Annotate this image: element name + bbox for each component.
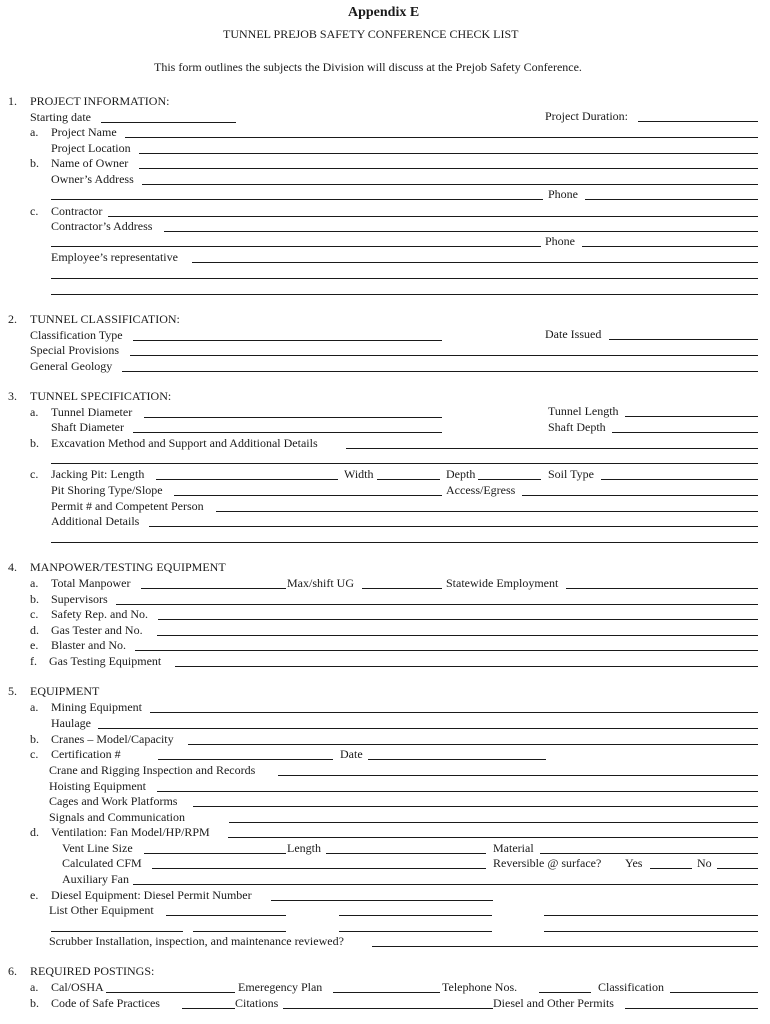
employee-rep-line-2[interactable] [51, 278, 758, 279]
vent-line-label: Vent Line Size [62, 841, 133, 855]
material-label: Material [493, 841, 534, 855]
section-6-number: 6. [8, 964, 17, 978]
cert-date-label: Date [340, 747, 363, 761]
other-equipment-field-5[interactable] [193, 931, 286, 932]
telephone-label: Telephone Nos. [442, 980, 518, 994]
signals-field[interactable] [229, 822, 758, 823]
item-5b: b. [30, 732, 39, 746]
diesel-permits-label: Diesel and Other Permits [493, 996, 614, 1010]
vent-line-field[interactable] [144, 853, 286, 854]
section-1-heading: PROJECT INFORMATION: [30, 94, 170, 108]
gas-testing-field[interactable] [175, 666, 758, 667]
other-equipment-field-3[interactable] [544, 915, 758, 916]
section-6-heading: REQUIRED POSTINGS: [30, 964, 155, 978]
yes-field[interactable] [650, 868, 692, 869]
code-safe-label: Code of Safe Practices [51, 996, 160, 1010]
section-4-number: 4. [8, 560, 17, 574]
item-4f: f. [30, 654, 37, 668]
soil-type-label: Soil Type [548, 467, 594, 481]
general-geology-label: General Geology [30, 359, 113, 373]
total-manpower-label: Total Manpower [51, 576, 131, 590]
project-location-field[interactable] [139, 153, 758, 154]
gas-tester-field[interactable] [157, 635, 758, 636]
item-6a: a. [30, 980, 39, 994]
emergency-plan-field[interactable] [333, 992, 440, 993]
pit-shoring-label: Pit Shoring Type/Slope [51, 483, 163, 497]
cal-osha-field[interactable] [106, 992, 235, 993]
jacking-pit-length-field[interactable] [156, 479, 338, 480]
vent-length-field[interactable] [326, 853, 486, 854]
project-name-field[interactable] [125, 137, 758, 138]
tunnel-diameter-field[interactable] [144, 417, 442, 418]
telephone-field[interactable] [539, 992, 591, 993]
signals-label: Signals and Communication [49, 810, 185, 824]
haulage-label: Haulage [51, 716, 91, 730]
item-4a: a. [30, 576, 39, 590]
item-5c: c. [30, 747, 39, 761]
blaster-label: Blaster and No. [51, 638, 126, 652]
starting-date-field[interactable] [101, 122, 236, 123]
contractor-field[interactable] [108, 216, 758, 217]
excavation-label: Excavation Method and Support and Additional Details [51, 436, 318, 450]
yes-label: Yes [625, 856, 643, 870]
item-1a: a. [30, 125, 39, 139]
other-equipment-field-4[interactable] [51, 931, 183, 932]
gas-testing-label: Gas Testing Equipment [49, 654, 162, 668]
employee-rep-line-3[interactable] [51, 294, 758, 295]
item-4d: d. [30, 623, 39, 637]
contractors-address-line-2[interactable] [51, 246, 541, 247]
mining-equipment-label: Mining Equipment [51, 700, 142, 714]
other-equipment-field-2[interactable] [339, 915, 492, 916]
reversible-label: Reversible @ surface? [493, 856, 602, 870]
soil-type-field[interactable] [601, 479, 758, 480]
item-1c: c. [30, 204, 39, 218]
depth-field[interactable] [478, 479, 541, 480]
appendix-label: Appendix E [348, 5, 420, 20]
shaft-diameter-label: Shaft Diameter [51, 420, 124, 434]
citations-label: Citations [235, 996, 279, 1010]
owners-address-line-2[interactable] [51, 199, 543, 200]
supervisors-field[interactable] [116, 604, 758, 605]
special-provisions-field[interactable] [130, 355, 758, 356]
classification-type-field[interactable] [133, 340, 442, 341]
item-3c: c. [30, 467, 39, 481]
contractor-phone-label: Phone [545, 234, 575, 248]
diesel-permits-field[interactable] [625, 1008, 758, 1009]
item-1b: b. [30, 156, 39, 170]
other-equipment-field-7[interactable] [544, 931, 758, 932]
date-issued-label: Date Issued [545, 327, 602, 341]
pit-shoring-field[interactable] [174, 495, 442, 496]
excavation-field[interactable] [346, 448, 758, 449]
section-2-heading: TUNNEL CLASSIFICATION: [30, 312, 180, 326]
item-3a: a. [30, 405, 39, 419]
ventilation-label: Ventilation: Fan Model/HP/RPM [51, 825, 210, 839]
item-4c: c. [30, 607, 39, 621]
hoisting-field[interactable] [157, 791, 758, 792]
crane-rigging-label: Crane and Rigging Inspection and Records [49, 763, 256, 777]
ventilation-field[interactable] [228, 837, 758, 838]
item-6b: b. [30, 996, 39, 1010]
project-name-label: Project Name [51, 125, 117, 139]
owners-address-field[interactable] [142, 184, 758, 185]
diesel-permit-field[interactable] [271, 900, 493, 901]
section-5-number: 5. [8, 684, 17, 698]
cages-label: Cages and Work Platforms [49, 794, 178, 808]
classification-type-label: Classification Type [30, 328, 123, 342]
starting-date-label: Starting date [30, 110, 91, 124]
owner-phone-label: Phone [548, 187, 578, 201]
permit-label: Permit # and Competent Person [51, 499, 204, 513]
name-of-owner-label: Name of Owner [51, 156, 129, 170]
material-field[interactable] [540, 853, 758, 854]
additional-details-label: Additional Details [51, 514, 140, 528]
contractor-label: Contractor [51, 204, 103, 218]
emergency-plan-label: Emeregency Plan [238, 980, 323, 994]
scrubber-field[interactable] [372, 946, 758, 947]
additional-details-field[interactable] [149, 526, 758, 527]
shaft-depth-field[interactable] [612, 432, 758, 433]
calculated-cfm-label: Calculated CFM [62, 856, 142, 870]
vent-length-label: Length [287, 841, 321, 855]
no-field[interactable] [717, 868, 758, 869]
contractors-address-field[interactable] [164, 231, 758, 232]
tunnel-diameter-label: Tunnel Diameter [51, 405, 133, 419]
jacking-pit-label: Jacking Pit: Length [51, 467, 145, 481]
employee-rep-label: Employee’s representative [51, 250, 178, 264]
special-provisions-label: Special Provisions [30, 343, 119, 357]
section-2-number: 2. [8, 312, 17, 326]
statewide-field[interactable] [566, 588, 758, 589]
total-manpower-field[interactable] [141, 588, 286, 589]
other-equipment-field-6[interactable] [339, 931, 492, 932]
item-5a: a. [30, 700, 39, 714]
tunnel-length-label: Tunnel Length [548, 404, 619, 418]
supervisors-label: Supervisors [51, 592, 108, 606]
no-label: No [697, 856, 712, 870]
tunnel-length-field[interactable] [625, 416, 758, 417]
section-5-heading: EQUIPMENT [30, 684, 100, 698]
section-3-heading: TUNNEL SPECIFICATION: [30, 389, 172, 403]
safety-rep-label: Safety Rep. and No. [51, 607, 148, 621]
cert-date-field[interactable] [368, 759, 546, 760]
mining-equipment-field[interactable] [150, 712, 758, 713]
safety-rep-field[interactable] [158, 619, 758, 620]
depth-label: Depth [446, 467, 476, 481]
classification-posting-label: Classification [598, 980, 664, 994]
additional-details-line-2[interactable] [51, 542, 758, 543]
crane-rigging-field[interactable] [278, 775, 758, 776]
max-shift-label: Max/shift UG [287, 576, 354, 590]
auxiliary-fan-label: Auxiliary Fan [62, 872, 129, 886]
project-location-label: Project Location [51, 141, 131, 155]
name-of-owner-field[interactable] [139, 168, 758, 169]
hoisting-label: Hoisting Equipment [49, 779, 146, 793]
form-title: TUNNEL PREJOB SAFETY CONFERENCE CHECK LIST [223, 27, 519, 41]
statewide-label: Statewide Employment [446, 576, 559, 590]
blaster-field[interactable] [135, 650, 758, 651]
item-4b: b. [30, 592, 39, 606]
certification-label: Certification # [51, 747, 121, 761]
list-other-label: List Other Equipment [49, 903, 154, 917]
haulage-field[interactable] [98, 728, 758, 729]
section-1-number: 1. [8, 94, 17, 108]
shaft-diameter-field[interactable] [133, 432, 442, 433]
cranes-field[interactable] [188, 744, 758, 745]
width-label: Width [344, 467, 374, 481]
auxiliary-fan-field[interactable] [133, 884, 758, 885]
cages-field[interactable] [193, 806, 758, 807]
item-4e: e. [30, 638, 39, 652]
classification-posting-field[interactable] [670, 992, 758, 993]
general-geology-field[interactable] [122, 371, 758, 372]
cal-osha-label: Cal/OSHA [51, 980, 104, 994]
scrubber-label: Scrubber Installation, inspection, and maintenance reviewed? [49, 934, 344, 948]
diesel-equipment-label: Diesel Equipment: Diesel Permit Number [51, 888, 252, 902]
project-duration-field[interactable] [638, 121, 758, 122]
contractors-address-label: Contractor’s Address [51, 219, 153, 233]
item-5e: e. [30, 888, 39, 902]
cranes-label: Cranes – Model/Capacity [51, 732, 174, 746]
intro-text: This form outlines the subjects the Division will discuss at the Prejob Safety Conference. [154, 60, 582, 74]
item-3b: b. [30, 436, 39, 450]
owner-phone-field[interactable] [585, 199, 758, 200]
certification-field[interactable] [158, 759, 333, 760]
section-3-number: 3. [8, 389, 17, 403]
access-egress-label: Access/Egress [446, 483, 516, 497]
shaft-depth-label: Shaft Depth [548, 420, 606, 434]
item-5d: d. [30, 825, 39, 839]
other-equipment-field-1[interactable] [166, 915, 286, 916]
excavation-line-2[interactable] [51, 463, 758, 464]
permit-field[interactable] [216, 511, 758, 512]
gas-tester-label: Gas Tester and No. [51, 623, 143, 637]
contractor-phone-field[interactable] [582, 246, 758, 247]
section-4-heading: MANPOWER/TESTING EQUIPMENT [30, 560, 226, 574]
width-field[interactable] [377, 479, 440, 480]
citations-field[interactable] [283, 1008, 493, 1009]
project-duration-label: Project Duration: [545, 109, 628, 123]
access-egress-field[interactable] [522, 495, 758, 496]
owners-address-label: Owner’s Address [51, 172, 134, 186]
max-shift-field[interactable] [362, 588, 442, 589]
employee-rep-field[interactable] [192, 262, 758, 263]
date-issued-field[interactable] [609, 339, 758, 340]
calculated-cfm-field[interactable] [152, 868, 486, 869]
code-safe-field[interactable] [182, 1008, 235, 1009]
